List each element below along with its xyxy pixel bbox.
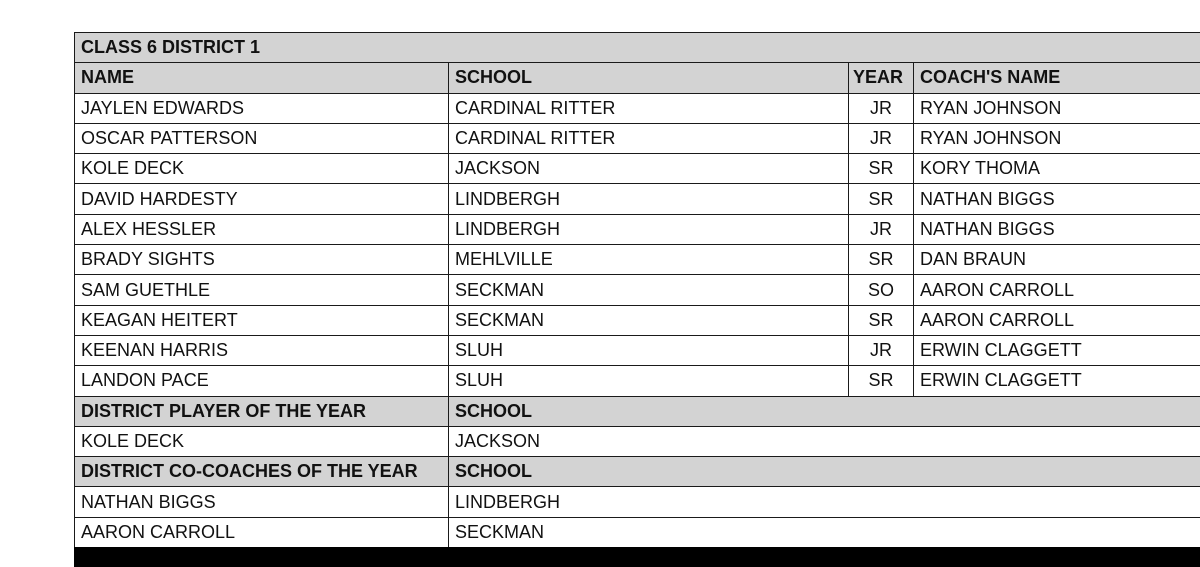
player-coach: ERWIN CLAGGETT: [914, 366, 1200, 396]
player-coach: RYAN JOHNSON: [914, 93, 1200, 123]
player-year: SR: [849, 184, 914, 214]
bottom-black-bar: [74, 547, 1200, 567]
player-coach: NATHAN BIGGS: [914, 184, 1200, 214]
player-year: JR: [849, 93, 914, 123]
coach-of-year-name: NATHAN BIGGS: [75, 487, 449, 517]
coaches-of-year-school-header: SCHOOL: [449, 457, 1200, 487]
player-coach: RYAN JOHNSON: [914, 123, 1200, 153]
player-name: DAVID HARDESTY: [75, 184, 449, 214]
player-row: [75, 275, 1200, 305]
player-year: SR: [849, 305, 914, 335]
player-of-year-school-header: SCHOOL: [449, 396, 1200, 426]
player-school: SECKMAN: [449, 305, 849, 335]
player-of-year-header-row: [75, 396, 1200, 426]
player-name: KEENAN HARRIS: [75, 335, 449, 365]
coach-of-year-school: LINDBERGH: [449, 487, 1200, 517]
player-school: LINDBERGH: [449, 184, 849, 214]
player-of-year-school: JACKSON: [449, 426, 1200, 456]
player-row: [75, 305, 1200, 335]
player-coach: ERWIN CLAGGETT: [914, 335, 1200, 365]
player-coach: KORY THOMA: [914, 154, 1200, 184]
player-year: JR: [849, 123, 914, 153]
coaches-of-year-header: DISTRICT CO-COACHES OF THE YEAR: [75, 457, 449, 487]
player-name: JAYLEN EDWARDS: [75, 93, 449, 123]
player-school: JACKSON: [449, 154, 849, 184]
player-row: [75, 245, 1200, 275]
coach-of-year-row: [75, 487, 1200, 517]
player-coach: NATHAN BIGGS: [914, 214, 1200, 244]
player-name: KOLE DECK: [75, 154, 449, 184]
player-school: MEHLVILLE: [449, 245, 849, 275]
player-year: SR: [849, 366, 914, 396]
all-district-table: [74, 32, 1200, 548]
player-row: [75, 93, 1200, 123]
player-name: OSCAR PATTERSON: [75, 123, 449, 153]
district-title-row: [75, 33, 1200, 63]
player-name: KEAGAN HEITERT: [75, 305, 449, 335]
header-year: YEAR: [849, 63, 914, 93]
player-name: BRADY SIGHTS: [75, 245, 449, 275]
player-row: [75, 366, 1200, 396]
player-year: JR: [849, 214, 914, 244]
player-school: LINDBERGH: [449, 214, 849, 244]
player-school: SLUH: [449, 335, 849, 365]
column-header-row: [75, 63, 1200, 93]
header-name: NAME: [75, 63, 449, 93]
player-row: [75, 123, 1200, 153]
player-school: SECKMAN: [449, 275, 849, 305]
player-year: SR: [849, 154, 914, 184]
player-row: [75, 214, 1200, 244]
player-year: SR: [849, 245, 914, 275]
player-of-year-header: DISTRICT PLAYER OF THE YEAR: [75, 396, 449, 426]
player-coach: DAN BRAUN: [914, 245, 1200, 275]
player-school: SLUH: [449, 366, 849, 396]
district-title: CLASS 6 DISTRICT 1: [75, 33, 1200, 63]
coaches-of-year-header-row: [75, 457, 1200, 487]
player-coach: AARON CARROLL: [914, 275, 1200, 305]
player-row: [75, 184, 1200, 214]
player-row: [75, 154, 1200, 184]
coach-of-year-row: [75, 517, 1200, 547]
player-name: LANDON PACE: [75, 366, 449, 396]
player-school: CARDINAL RITTER: [449, 93, 849, 123]
player-school: CARDINAL RITTER: [449, 123, 849, 153]
player-coach: AARON CARROLL: [914, 305, 1200, 335]
coach-of-year-school: SECKMAN: [449, 517, 1200, 547]
player-of-year-name: KOLE DECK: [75, 426, 449, 456]
player-name: SAM GUETHLE: [75, 275, 449, 305]
player-year: SO: [849, 275, 914, 305]
coach-of-year-name: AARON CARROLL: [75, 517, 449, 547]
player-of-year-row: [75, 426, 1200, 456]
header-school: SCHOOL: [449, 63, 849, 93]
player-year: JR: [849, 335, 914, 365]
player-row: [75, 335, 1200, 365]
header-coach: COACH'S NAME: [914, 63, 1200, 93]
player-name: ALEX HESSLER: [75, 214, 449, 244]
